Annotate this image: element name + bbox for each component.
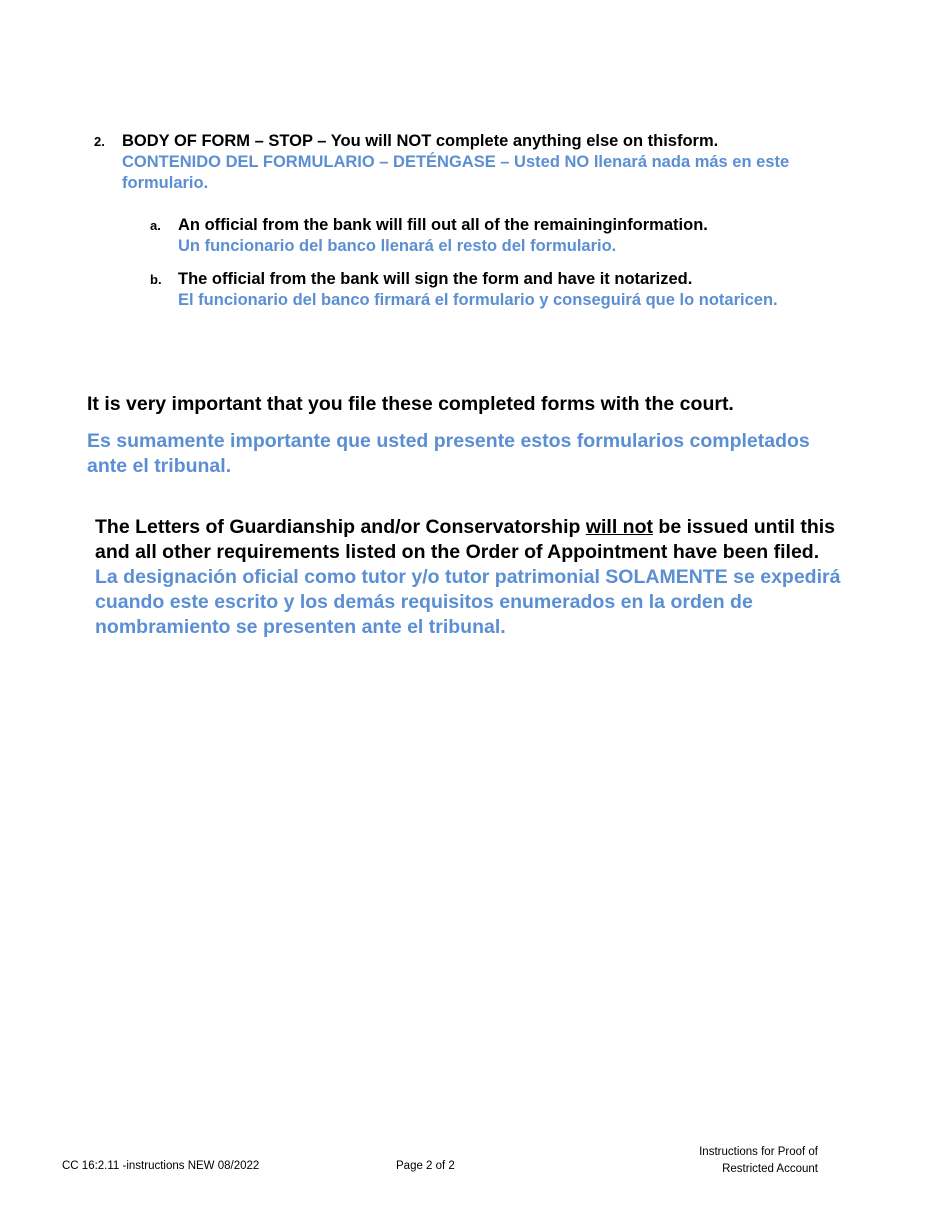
important-english-text: It is very important that you file these completed forms with the court. xyxy=(87,393,734,415)
sub-a-spanish-text: Un funcionario del banco llenará el resto del formulario. xyxy=(178,237,617,255)
sub-b-english-text: The official from the bank will sign the form and have it notarized. xyxy=(178,270,693,288)
letters-english-before: The Letters of Guardianship and/or Conservatorship xyxy=(95,516,586,538)
footer-document-title xyxy=(660,1144,818,1178)
footer-page-number: Page 2 of 2 xyxy=(396,1160,455,1172)
sub-item-a xyxy=(150,215,830,257)
sub-item-b xyxy=(150,269,830,311)
letters-spanish-text: La designación oficial como tutor y/o tutor patrimonial SOLAMENTE se expedirá cuando este escrito y los demás requisitos enumerados en la orden de nombramiento se presenten ante el tribunal. xyxy=(95,566,841,638)
item2-spanish-text: CONTENIDO DEL FORMULARIO – DETÉNGASE – Usted NO llenará nada más en este formulario. xyxy=(122,153,790,192)
footer-title-line-2: Restricted Account xyxy=(722,1163,818,1175)
letters-notice xyxy=(95,515,855,640)
sub-b-spanish-text: El funcionario del banco firmará el formulario y conseguirá que lo notaricen. xyxy=(178,291,778,309)
important-spanish-text: Es sumamente importante que usted presente estos formularios completados ante el tribunal. xyxy=(87,430,810,477)
letters-english-text xyxy=(95,515,855,565)
sub-item-letter: a. xyxy=(150,218,161,233)
sub-item-letter: b. xyxy=(150,272,162,287)
list-number: 2. xyxy=(94,134,105,149)
footer-title-line-1: Instructions for Proof of xyxy=(699,1146,818,1158)
letters-english-after: be issued until this and all other requirements listed on the Order of Appointment have been filed. xyxy=(95,516,836,563)
list-item-2 xyxy=(94,131,834,194)
footer-form-id: CC 16:2.11 -instructions NEW 08/2022 xyxy=(62,1160,260,1172)
letters-english-underlined: will not xyxy=(585,516,653,538)
item2-english-text: BODY OF FORM – STOP – You will NOT complete anything else on thisform. xyxy=(122,132,719,150)
important-notice xyxy=(87,392,847,479)
sub-a-english-text: An official from the bank will fill out all of the remaininginformation. xyxy=(178,216,708,234)
